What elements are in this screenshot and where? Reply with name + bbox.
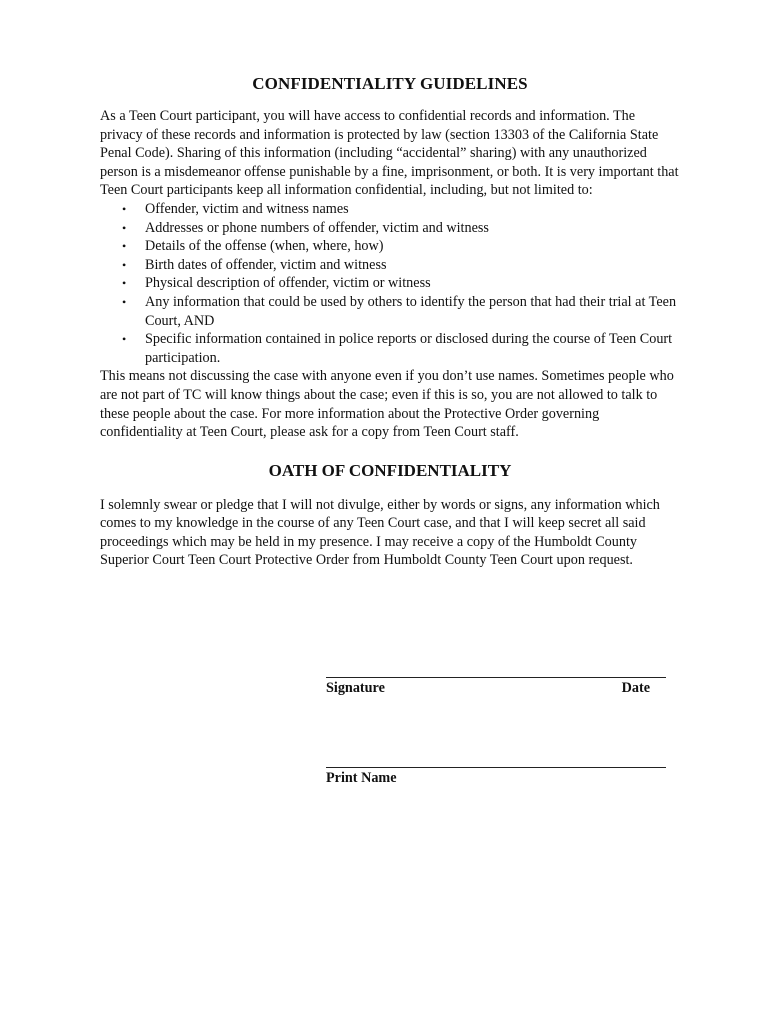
signature-block	[326, 677, 666, 697]
bullet-icon: •	[122, 201, 127, 216]
guidelines-intro: As a Teen Court participant, you will have access to confidential records and information. The privacy of these records and information is protected by law (section 13303 of the California State Penal Code). Sharing of this information (including “accidental” sharing) with any unauthorized person is a misdemeanor offense punishable by a fine, imprisonment, or both. It is very important that Teen Court participants keep all information confidential, including, but not limited to:	[100, 108, 679, 199]
list-item: • Physical description of offender, victim or witness	[122, 275, 431, 292]
print-name-line[interactable]	[326, 767, 666, 768]
list-item: • Birth dates of offender, victim and witness	[122, 256, 387, 273]
list-item: • Specific information contained in police reports or disclosed during the course of Teen Court participation.	[122, 331, 673, 366]
signature-line[interactable]	[326, 677, 666, 678]
list-item: • Addresses or phone numbers of offender, victim and witness	[122, 219, 489, 236]
list-item: • Any information that could be used by others to identify the person that had their trial at Teen Court, AND	[122, 293, 677, 329]
print-name-block	[326, 767, 666, 787]
guidelines-title: CONFIDENTIALITY GUIDELINES	[252, 74, 528, 93]
oath-text: I solemnly swear or pledge that I will not divulge, either by words or signs, any information which comes to my knowledge in the course of any Teen Court case, and that I will keep secret all said proceedings which may be held in my presence. I may receive a copy of the Humboldt County Superior Court Teen Court Protective Order from Humboldt County Teen Court upon request.	[100, 496, 660, 569]
document-body	[100, 74, 680, 570]
list-item: • Offender, victim and witness names	[122, 200, 349, 217]
bullet-icon: •	[122, 239, 127, 254]
signature-label: Signature	[326, 680, 385, 696]
bullet-icon: •	[122, 276, 127, 291]
oath-title: OATH OF CONFIDENTIALITY	[268, 460, 512, 480]
list-item: • Details of the offense (when, where, how)	[122, 238, 384, 255]
guidelines-closing: This means not discussing the case with anyone even if you don’t use names. Sometimes people who are not part of TC will know things about the case; even if this is so, you are not allowed to talk to these people about the case. For more information about the Protective Order governing confidentiality at Teen Court, please ask for a copy from Teen Court staff.	[100, 368, 674, 441]
guidelines-list	[100, 200, 680, 367]
bullet-icon: •	[122, 257, 127, 272]
bullet-icon: •	[122, 332, 127, 347]
bullet-icon: •	[122, 220, 127, 235]
print-name-label: Print Name	[326, 770, 397, 786]
date-label: Date	[621, 680, 650, 696]
bullet-icon: •	[122, 294, 127, 309]
